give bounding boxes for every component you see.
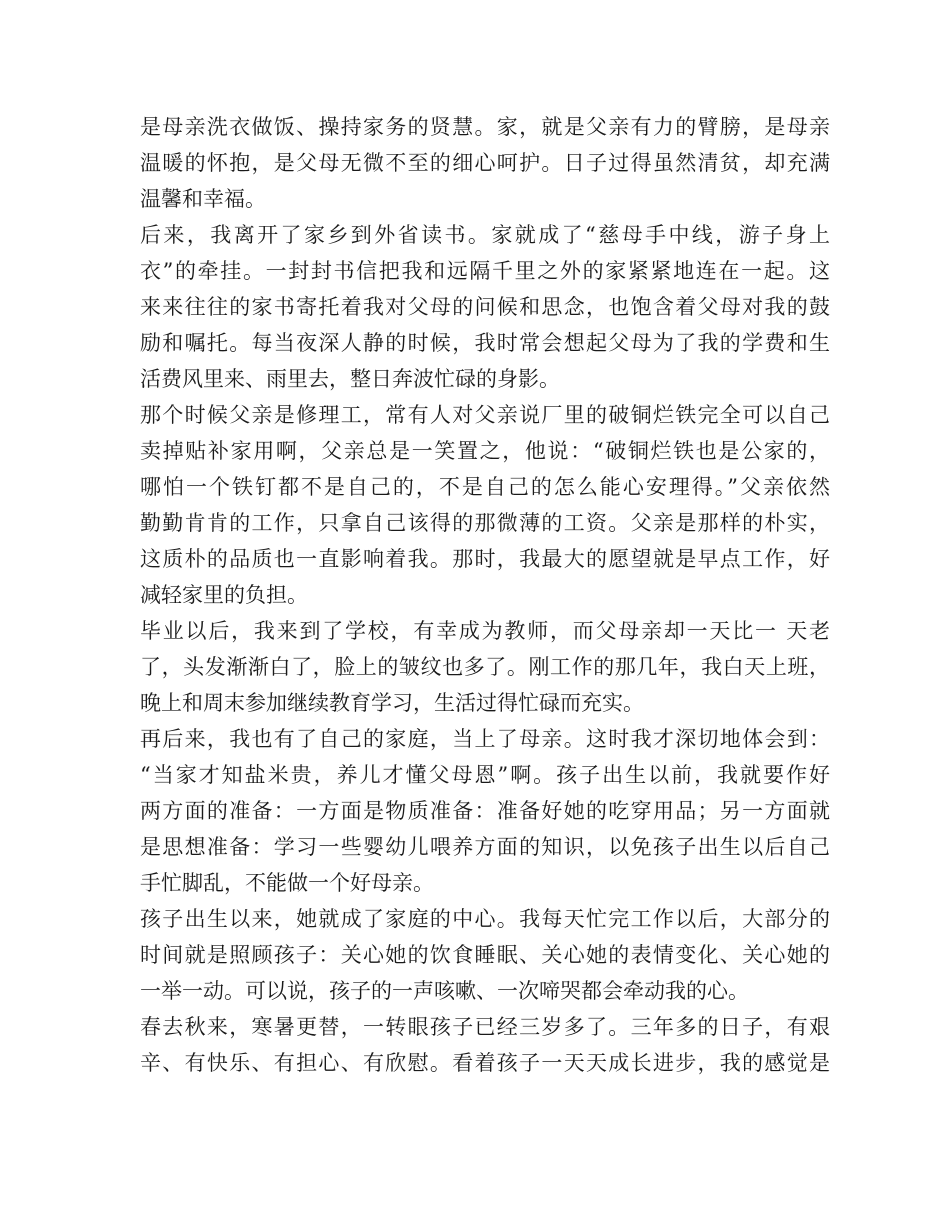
text-line: 了，头发渐渐白了，脸上的皱纹也多了。刚工作的那几年，我白天上班，	[140, 655, 830, 679]
text-line: 再后来，我也有了自己的家庭，当上了母亲。这时我才深切地体会到：	[140, 727, 830, 751]
text-line: 两方面的准备：一方面是物质准备：准备好她的吃穿用品；另一方面就	[140, 799, 830, 823]
text-line: 后来，我离开了家乡到外省读书。家就成了“慈母手中线，游子身上	[140, 223, 830, 247]
text-line: 是思想准备：学习一些婴幼儿喂养方面的知识，以免孩子出生以后自己	[140, 835, 830, 859]
text-line: 那个时候父亲是修理工，常有人对父亲说厂里的破铜烂铁完全可以自己	[140, 403, 830, 427]
text-line: 衣”的牵挂。一封封书信把我和远隔千里之外的家紧紧地连在一起。这	[140, 259, 830, 283]
document-body	[140, 109, 830, 1081]
text-line: 哪怕一个铁钉都不是自己的，不是自己的怎么能心安理得。”父亲依然	[140, 475, 830, 499]
text-line: 这质朴的品质也一直影响着我。那时，我最大的愿望就是早点工作，好	[140, 547, 830, 571]
text-line: 温馨和幸福。	[140, 187, 266, 211]
text-line: 手忙脚乱，不能做一个好母亲。	[140, 871, 434, 895]
text-line: 励和嘱托。每当夜深人静的时候，我时常会想起父母为了我的学费和生	[140, 331, 830, 355]
text-line: 孩子出生以来，她就成了家庭的中心。我每天忙完工作以后，大部分的	[140, 907, 830, 931]
text-line: 时间就是照顾孩子：关心她的饮食睡眠、关心她的表情变化、关心她的	[140, 943, 830, 967]
text-line: 温暖的怀抱，是父母无微不至的细心呵护。日子过得虽然清贫，却充满	[140, 151, 830, 175]
text-line: 辛、有快乐、有担心、有欣慰。看着孩子一天天成长进步，我的感觉是	[140, 1051, 830, 1075]
text-line: 来来往往的家书寄托着我对父母的问候和思念，也饱含着父母对我的鼓	[140, 295, 830, 319]
text-line: 勤勤肯肯的工作，只拿自己该得的那微薄的工资。父亲是那样的朴实，	[140, 511, 830, 535]
text-line: 毕业以后，我来到了学校，有幸成为教师，而父母亲却一天比一 天老	[140, 619, 830, 643]
text-line: 晚上和周末参加继续教育学习，生活过得忙碌而充实。	[140, 691, 644, 715]
text-line: 一举一动。可以说，孩子的一声咳嗽、一次啼哭都会牵动我的心。	[140, 979, 749, 1003]
text-line: 春去秋来，寒暑更替，一转眼孩子已经三岁多了。三年多的日子，有艰	[140, 1015, 830, 1039]
text-line: “当家才知盐米贵，养儿才懂父母恩”啊。孩子出生以前，我就要作好	[140, 763, 830, 787]
text-line: 活费风里来、雨里去，整日奔波忙碌的身影。	[140, 367, 560, 391]
text-line: 卖掉贴补家用啊，父亲总是一笑置之，他说：“破铜烂铁也是公家的，	[140, 439, 830, 463]
text-line: 是母亲洗衣做饭、操持家务的贤慧。家，就是父亲有力的臂膀，是母亲	[140, 115, 830, 139]
text-line: 减轻家里的负担。	[140, 583, 308, 607]
